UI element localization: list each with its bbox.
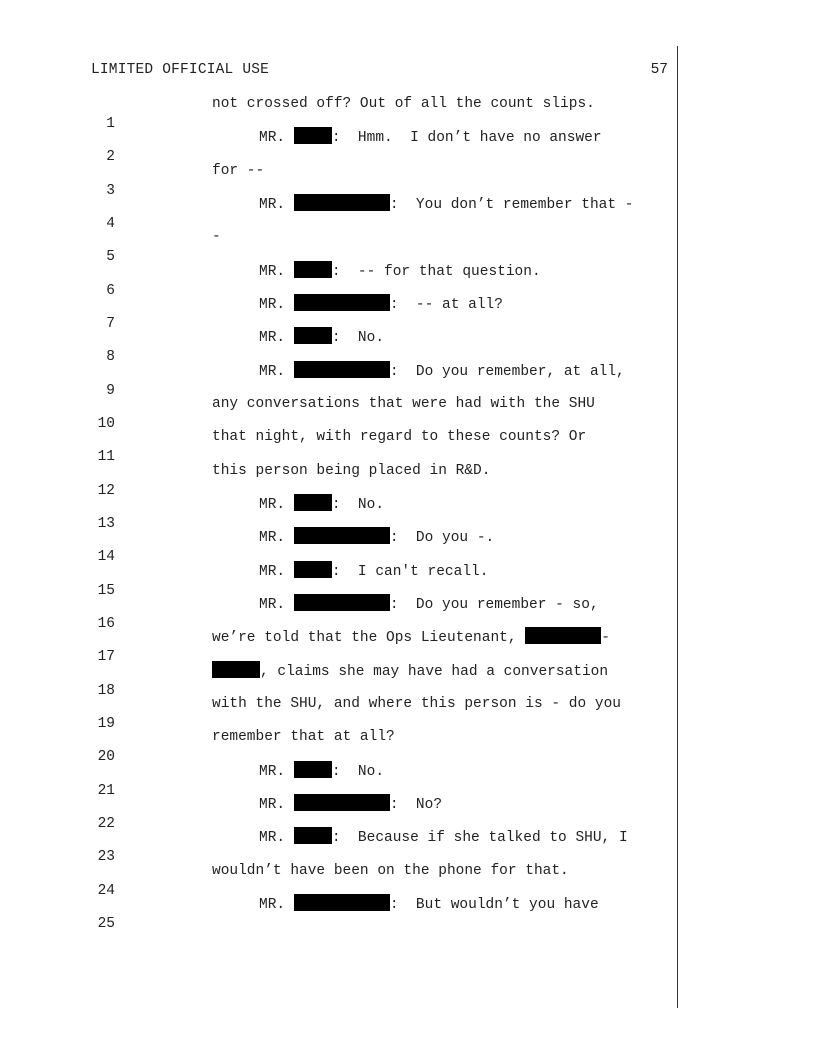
line-text: No. (340, 497, 385, 513)
speaker-colon: : (389, 364, 399, 380)
line-number: 22 (97, 816, 115, 832)
transcript-line (0, 861, 816, 899)
line-number: 5 (106, 249, 115, 265)
line-number: 12 (97, 483, 115, 499)
line-text-group (212, 627, 610, 648)
speaker-title: MR. (259, 830, 286, 846)
transcript-line (0, 594, 816, 632)
transcript-line (0, 827, 816, 865)
transcript-line (0, 561, 816, 599)
line-number: 25 (97, 916, 115, 932)
transcript-line (0, 94, 816, 132)
line-number: 7 (106, 316, 115, 332)
redaction-block (294, 561, 332, 578)
page-header-label: LIMITED OFFICIAL USE (91, 62, 270, 78)
speaker-line (259, 327, 384, 348)
line-text-group (212, 661, 608, 682)
line-tail: - (601, 630, 610, 646)
speaker-colon: : (389, 797, 399, 813)
redaction-block (294, 594, 390, 611)
line-text: Because if she talked to SHU, I (340, 830, 628, 846)
speaker-title: MR. (259, 297, 286, 313)
transcript-line (0, 527, 816, 565)
line-text: Do you -. (398, 530, 495, 546)
line-number: 16 (97, 616, 115, 632)
speaker-colon: : (331, 564, 341, 580)
transcript-line (0, 327, 816, 365)
line-number: 17 (97, 649, 115, 665)
speaker-title: MR. (259, 897, 286, 913)
line-number: 8 (106, 349, 115, 365)
line-text: -- at all? (398, 297, 503, 313)
speaker-line (259, 527, 494, 548)
transcript-line (0, 294, 816, 332)
redaction-block (294, 894, 390, 911)
speaker-title: MR. (259, 597, 286, 613)
line-text: remember that at all? (212, 729, 395, 745)
line-number: 4 (106, 216, 115, 232)
redaction-block (212, 661, 260, 678)
redaction-block (294, 794, 390, 811)
line-number: 18 (97, 683, 115, 699)
line-number: 13 (97, 516, 115, 532)
speaker-colon: : (389, 197, 399, 213)
line-text: No. (340, 330, 385, 346)
transcript-line (0, 394, 816, 432)
speaker-colon: : (331, 497, 341, 513)
line-text: this person being placed in R&D. (212, 463, 491, 479)
transcript-line (0, 661, 816, 699)
speaker-line (259, 827, 628, 848)
transcript-line (0, 494, 816, 532)
line-number: 9 (106, 383, 115, 399)
line-text: wouldn’t have been on the phone for that. (212, 863, 569, 879)
speaker-colon: : (389, 297, 399, 313)
speaker-colon: : (331, 330, 341, 346)
line-number: 6 (106, 283, 115, 299)
line-text: No. (340, 764, 385, 780)
redaction-block (294, 127, 332, 144)
line-number: 20 (97, 749, 115, 765)
transcript-line (0, 694, 816, 732)
speaker-title: MR. (259, 764, 286, 780)
line-number: 23 (97, 849, 115, 865)
line-text: Do you remember, at all, (398, 364, 625, 380)
transcript-line (0, 794, 816, 832)
speaker-colon: : (389, 530, 399, 546)
transcript-line (0, 161, 816, 199)
line-text: But wouldn’t you have (398, 897, 599, 913)
transcript-line (0, 894, 816, 932)
line-number: 15 (97, 583, 115, 599)
speaker-line (259, 361, 625, 382)
speaker-title: MR. (259, 130, 286, 146)
line-number: 19 (97, 716, 115, 732)
speaker-line (259, 561, 488, 582)
transcript-line (0, 227, 816, 265)
redaction-block (294, 194, 390, 211)
transcript-line (0, 261, 816, 299)
speaker-line (259, 194, 633, 215)
speaker-line (259, 594, 599, 615)
speaker-line (259, 761, 384, 782)
speaker-title: MR. (259, 264, 286, 280)
redaction-block (294, 527, 390, 544)
speaker-title: MR. (259, 797, 286, 813)
speaker-title: MR. (259, 330, 286, 346)
line-text: , claims she may have had a conversation (260, 664, 609, 680)
line-text: -- for that question. (340, 264, 541, 280)
speaker-colon: : (331, 830, 341, 846)
line-number: 10 (97, 416, 115, 432)
redaction-block (294, 327, 332, 344)
line-text: not crossed off? Out of all the count slips. (212, 96, 595, 112)
line-text: that night, with regard to these counts? Or (212, 429, 587, 445)
speaker-colon: : (389, 597, 399, 613)
redaction-block (294, 261, 332, 278)
transcript-line (0, 127, 816, 165)
transcript-line (0, 761, 816, 799)
line-number: 3 (106, 183, 115, 199)
line-number: 1 (106, 116, 115, 132)
line-number: 14 (97, 549, 115, 565)
line-text: Hmm. I don’t have no answer (340, 130, 602, 146)
redaction-block (294, 361, 390, 378)
speaker-colon: : (331, 764, 341, 780)
transcript-line (0, 427, 816, 465)
speaker-line (259, 494, 384, 515)
transcript-line (0, 461, 816, 499)
speaker-line (259, 794, 442, 815)
redaction-block (294, 761, 332, 778)
line-text: Do you remember - so, (398, 597, 599, 613)
line-number: 21 (97, 783, 115, 799)
transcript-line (0, 361, 816, 399)
line-text: You don’t remember that - (398, 197, 634, 213)
page-number: 57 (650, 62, 668, 78)
transcript-line (0, 627, 816, 665)
transcript-line (0, 727, 816, 765)
line-text: any conversations that were had with the SHU (212, 396, 595, 412)
speaker-title: MR. (259, 530, 286, 546)
line-text: - (212, 229, 221, 245)
line-text: for -- (212, 163, 265, 179)
speaker-title: MR. (259, 564, 286, 580)
speaker-line (259, 294, 503, 315)
speaker-line (259, 261, 541, 282)
speaker-title: MR. (259, 197, 286, 213)
transcript-line (0, 194, 816, 232)
speaker-colon: : (331, 130, 341, 146)
speaker-line (259, 894, 599, 915)
line-number: 11 (97, 449, 115, 465)
speaker-title: MR. (259, 364, 286, 380)
speaker-title: MR. (259, 497, 286, 513)
line-text: No? (398, 797, 443, 813)
line-text: with the SHU, and where this person is - do you (212, 696, 621, 712)
line-text: we’re told that the Ops Lieutenant, (212, 630, 526, 646)
line-number: 2 (106, 149, 115, 165)
line-text: I can't recall. (340, 564, 489, 580)
redaction-block (294, 294, 390, 311)
redaction-block (294, 494, 332, 511)
redaction-block (294, 827, 332, 844)
line-number: 24 (97, 883, 115, 899)
redaction-block (525, 627, 601, 644)
speaker-colon: : (331, 264, 341, 280)
speaker-line (259, 127, 602, 148)
speaker-colon: : (389, 897, 399, 913)
